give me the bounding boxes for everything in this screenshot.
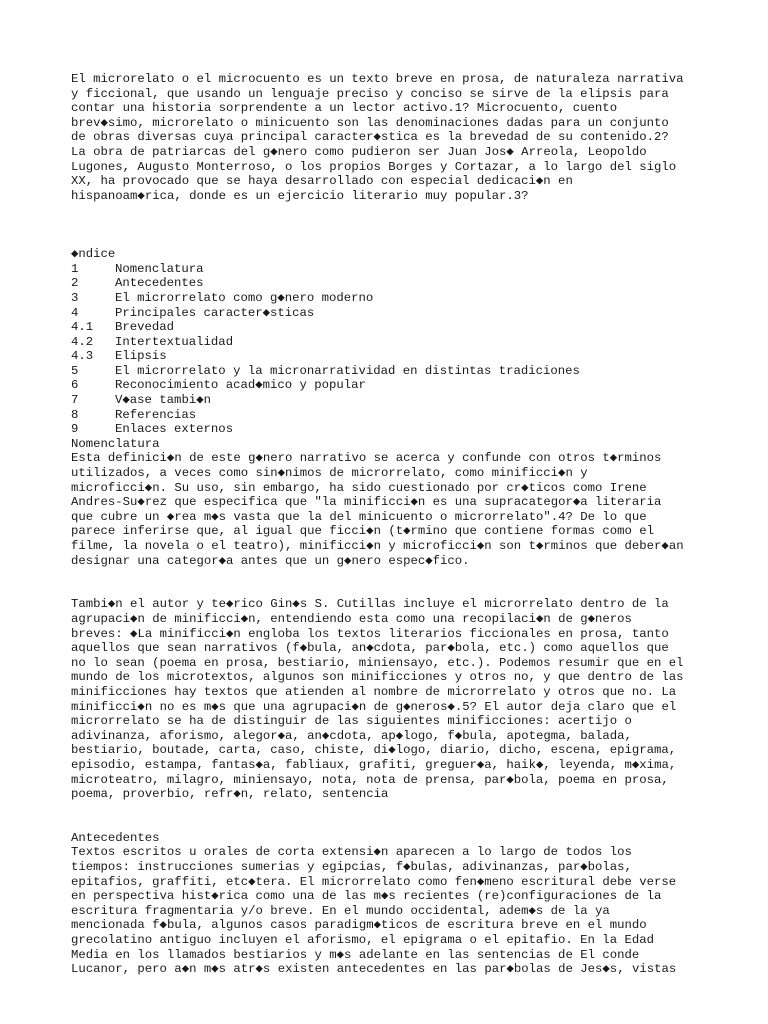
text-line: contar una historia sorprendente a un lector activo.1? Microcuento, cuento <box>71 101 618 116</box>
text-line: utilizados, a veces como sin◆nimos de microrrelato, como minificci◆n y <box>71 466 588 481</box>
toc-item-number: 1 <box>71 261 79 276</box>
text-line: microficci◆n. Su uso, sin embargo, ha sido cuestionado por cr◆ticos como Irene <box>71 480 647 495</box>
text-line: poema, proverbio, refr◆n, relato, sentencia <box>71 787 389 802</box>
toc-item-number: 3 <box>71 290 79 305</box>
text-line: de obras diversas cuya principal caracter◆stica es la brevedad de su contenido.2? <box>71 130 669 145</box>
text-line: El microrelato o el microcuento es un texto breve en prosa, de naturaleza narrativa <box>71 72 684 86</box>
text-line: escritura fragmentaria y/o breve. En el mundo occidental, adem◆s de la ya <box>71 903 610 918</box>
table-of-contents <box>71 247 711 437</box>
toc-item-number: 4.1 <box>71 320 94 335</box>
toc-item <box>71 262 711 277</box>
toc-item-label: V◆ase tambi◆n <box>115 393 211 408</box>
toc-item-label: El microrrelato como g◆nero moderno <box>115 290 374 305</box>
toc-item-label: Nomenclatura <box>115 261 204 276</box>
toc-item-number: 7 <box>71 393 79 408</box>
text-line: brev◆simo, microrelato o minicuento son las denominaciones dadas para un conjunto <box>71 115 669 130</box>
toc-item-label: Intertextualidad <box>115 334 234 349</box>
toc-item-label: Referencias <box>115 407 197 422</box>
toc-item-number: 9 <box>71 422 79 437</box>
text-line: que cubre un ◆rea m◆s vasta que la del minicuento o microrrelato".4? De lo que <box>71 509 647 524</box>
text-line: filme, la novela o el teatro), minificci◆n y microficci◆n son t◆rminos que deber◆an <box>71 539 684 554</box>
spacer <box>71 802 711 831</box>
toc-item <box>71 408 711 423</box>
text-line: designar una categor◆a antes que un g◆nero espec◆fico. <box>71 553 470 568</box>
spacer <box>71 568 711 597</box>
text-line: microteatro, milagro, miniensayo, nota, nota de prensa, par◆bola, poema en prosa, <box>71 772 669 787</box>
document-page <box>71 72 711 977</box>
toc-item <box>71 364 711 379</box>
text-line: La obra de patriarcas del g◆nero como pudieron ser Juan Jos◆ Arreola, Leopoldo <box>71 144 647 159</box>
toc-item-number: 5 <box>71 363 79 378</box>
text-line: Tambi◆n el autor y te◆rico Gin◆s S. Cutillas incluye el microrrelato dentro de la <box>71 597 669 612</box>
toc-item-label: Reconocimiento acad◆mico y popular <box>115 378 366 393</box>
toc-item <box>71 320 711 335</box>
text-line: bestiario, boutade, carta, caso, chiste, di◆logo, diario, dicho, escena, epigrama, <box>71 743 677 758</box>
text-line: en perspectiva hist◆rica como una de las m◆s recientes (re)configuraciones de la <box>71 889 662 904</box>
cutillas-paragraph <box>71 597 711 801</box>
toc-item-label: Brevedad <box>115 320 175 335</box>
section-heading: Nomenclatura <box>71 436 160 451</box>
text-line: epitafios, graffiti, etc◆tera. El microrrelato como fen◆meno escritural debe verse <box>71 874 677 889</box>
toc-item-number: 8 <box>71 407 79 422</box>
toc-item <box>71 306 711 321</box>
intro-paragraph <box>71 72 711 203</box>
toc-title: ◆ndice <box>71 247 116 262</box>
toc-item-label: Enlaces externos <box>115 422 234 437</box>
text-line: agrupaci◆n de minificci◆n, entendiendo esta como una recopilaci◆n de g◆neros <box>71 611 632 626</box>
text-line: microrrelato se ha de distinguir de las siguientes minificciones: acertijo o <box>71 714 632 729</box>
toc-item <box>71 276 711 291</box>
text-line: minificci◆n no es m◆s que una agrupaci◆n de g◆neros◆.5? El autor deja claro que el <box>71 699 677 714</box>
text-line: breves: ◆La minificci◆n engloba los textos literarios ficcionales en prosa, tanto <box>71 626 669 641</box>
toc-item-label: Principales caracter◆sticas <box>115 305 315 320</box>
antecedentes-section <box>71 831 711 977</box>
toc-item-number: 6 <box>71 378 79 393</box>
text-line: XX, ha provocado que se haya desarrollado con especial dedicaci◆n en <box>71 174 573 189</box>
text-line: hispanoam◆rica, donde es un ejercicio literario muy popular.3? <box>71 188 529 203</box>
toc-item-number: 4.3 <box>71 349 94 364</box>
text-line: Lugones, Augusto Monterroso, o los propios Borges y Cortazar, a lo largo del siglo <box>71 159 677 174</box>
toc-item-label: El microrrelato y la micronarratividad en distintas tradiciones <box>115 363 580 378</box>
toc-item <box>71 378 711 393</box>
toc-item-number: 4.2 <box>71 334 94 349</box>
toc-item <box>71 291 711 306</box>
toc-item-number: 4 <box>71 305 79 320</box>
text-line: no lo sean (poema en prosa, bestiario, miniensayo, etc.). Podemos resumir que en el <box>71 655 684 670</box>
text-line: Andres-Su◆rez que especifica que "la minificci◆n es una supracategor◆a literaria <box>71 495 662 510</box>
text-line: Lucanor, pero a◆n m◆s atr◆s existen antecedentes en las par◆bolas de Jes◆s, vistas <box>71 962 677 977</box>
text-line: mencionada f◆bula, algunos casos paradigm◆ticos de escritura breve en el mundo <box>71 918 647 933</box>
toc-item <box>71 349 711 364</box>
text-line: minificciones hay textos que atienden al nombre de microrrelato y otros que no. La <box>71 684 677 699</box>
toc-item <box>71 335 711 350</box>
text-line: tiempos: instrucciones sumerias y egipcias, f◆bulas, adivinanzas, par◆bolas, <box>71 860 632 875</box>
text-line: Textos escritos u orales de corta extensi◆n aparecen a lo largo de todos los <box>71 845 632 860</box>
text-line: adivinanza, aforismo, alegor◆a, an◆cdota, ap◆logo, f◆bula, apotegma, balada, <box>71 728 632 743</box>
toc-item-number: 2 <box>71 276 79 291</box>
toc-item-label: Elipsis <box>115 349 167 364</box>
text-line: y ficcional, que usando un lenguaje preciso y conciso se sirve de la elipsis para <box>71 86 669 101</box>
text-line: Esta definici◆n de este g◆nero narrativo se acerca y confunde con otros t◆rminos <box>71 451 662 466</box>
section-heading: Antecedentes <box>71 830 160 845</box>
text-line: parece inferirse que, al igual que ficci◆n (t◆rmino que contiene formas como el <box>71 524 655 539</box>
text-line: grecolatino antiguo incluyen el aforismo, el epigrama o el epitafio. En la Edad <box>71 933 654 948</box>
text-line: Media en los llamados bestiarios y m◆s adelante en las sentencias de El conde <box>71 947 640 962</box>
toc-item-label: Antecedentes <box>115 276 204 291</box>
text-line: mundo de los microtextos, algunos son minificciones y otros no, y que dentro de las <box>71 670 684 685</box>
toc-item <box>71 422 711 437</box>
text-line: episodio, estampa, fantas◆a, fabliaux, grafiti, greguer◆a, haik◆, leyenda, m◆xima, <box>71 757 677 772</box>
spacer <box>71 203 711 247</box>
nomenclatura-section <box>71 437 711 568</box>
toc-item <box>71 393 711 408</box>
text-line: aquellos que sean narrativos (f◆bula, an◆cdota, par◆bola, etc.) como aquellos que <box>71 641 669 656</box>
